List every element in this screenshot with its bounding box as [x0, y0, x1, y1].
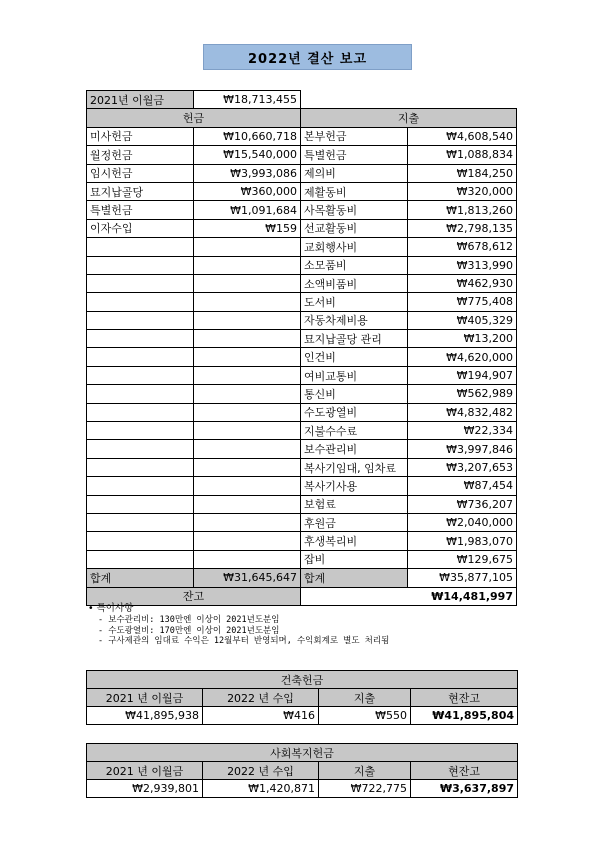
ledger-row — [87, 366, 517, 384]
ledger-row — [87, 440, 517, 458]
income-value — [194, 293, 301, 311]
income-label: 특별헌금 — [87, 201, 194, 219]
income-label — [87, 348, 194, 366]
expense-label: 자동차제비용 — [301, 311, 408, 329]
income-value: ₩360,000 — [194, 182, 301, 200]
income-value — [194, 532, 301, 550]
col-header: 지출 — [319, 762, 411, 780]
expense-label: 소모품비 — [301, 256, 408, 274]
expense-value: ₩1,088,834 — [408, 146, 517, 164]
income-value: ₩10,660,718 — [194, 127, 301, 145]
expense-value: ₩2,040,000 — [408, 513, 517, 531]
expense-value: ₩313,990 — [408, 256, 517, 274]
expense-label: 도서비 — [301, 293, 408, 311]
note-item: - 수도광열비: 170만엔 이상이 2021년도분임 — [98, 625, 280, 636]
carryover-row — [87, 91, 517, 109]
ledger-row — [87, 219, 517, 237]
expense-value: ₩184,250 — [408, 164, 517, 182]
balance-value: ₩14,481,997 — [301, 587, 517, 605]
expense-value: ₩562,989 — [408, 385, 517, 403]
expense-label: 묘지납골당 관리 — [301, 330, 408, 348]
expense-total-label: 합계 — [301, 569, 408, 587]
expense-label: 보수관리비 — [301, 440, 408, 458]
income-label — [87, 385, 194, 403]
expense-label: 복사기사용 — [301, 477, 408, 495]
expense-value: ₩87,454 — [408, 477, 517, 495]
income-label: 묘지납골당 — [87, 182, 194, 200]
ledger-row — [87, 182, 517, 200]
ledger-row — [87, 458, 517, 476]
value-cell: ₩416 — [203, 707, 319, 725]
ledger-row — [87, 293, 517, 311]
balance-label: 잔고 — [87, 587, 301, 605]
ledger-row — [87, 127, 517, 145]
expense-label: 잡비 — [301, 550, 408, 568]
notes-heading: • 특이사항 — [88, 603, 134, 614]
value-cell: ₩41,895,938 — [87, 707, 203, 725]
col-header: 현잔고 — [411, 762, 518, 780]
income-label: 월정헌금 — [87, 146, 194, 164]
income-value — [194, 403, 301, 421]
expense-label: 여비교통비 — [301, 366, 408, 384]
income-label — [87, 238, 194, 256]
building-fund-title: 건축헌금 — [87, 671, 518, 689]
col-header: 지출 — [319, 689, 411, 707]
income-value: ₩159 — [194, 219, 301, 237]
income-label: 미사헌금 — [87, 127, 194, 145]
income-value — [194, 366, 301, 384]
expense-label: 통신비 — [301, 385, 408, 403]
expense-value: ₩3,207,653 — [408, 458, 517, 476]
ledger-row — [87, 311, 517, 329]
welfare-fund-header-row — [87, 762, 518, 780]
expense-value: ₩4,832,482 — [408, 403, 517, 421]
income-value — [194, 311, 301, 329]
expense-value: ₩678,612 — [408, 238, 517, 256]
expense-total-value: ₩35,877,105 — [408, 569, 517, 587]
value-cell: ₩2,939,801 — [87, 780, 203, 798]
expense-value: ₩2,798,135 — [408, 219, 517, 237]
ledger-row — [87, 238, 517, 256]
income-label — [87, 330, 194, 348]
income-label — [87, 293, 194, 311]
value-cell: ₩550 — [319, 707, 411, 725]
expense-label: 지불수수료 — [301, 422, 408, 440]
income-value — [194, 550, 301, 568]
section-header-row — [87, 109, 517, 127]
expense-label: 선교활동비 — [301, 219, 408, 237]
expense-value: ₩320,000 — [408, 182, 517, 200]
income-value — [194, 256, 301, 274]
income-value — [194, 422, 301, 440]
ledger-row — [87, 348, 517, 366]
ledger-row — [87, 385, 517, 403]
income-label — [87, 403, 194, 421]
expense-value: ₩13,200 — [408, 330, 517, 348]
ledger-row — [87, 477, 517, 495]
income-value: ₩15,540,000 — [194, 146, 301, 164]
income-value — [194, 477, 301, 495]
expense-label: 인건비 — [301, 348, 408, 366]
expense-label: 본부헌금 — [301, 127, 408, 145]
building-fund-header-row — [87, 689, 518, 707]
ledger-row — [87, 422, 517, 440]
income-value — [194, 238, 301, 256]
income-value — [194, 348, 301, 366]
expense-label: 사목활동비 — [301, 201, 408, 219]
expense-value: ₩4,620,000 — [408, 348, 517, 366]
income-value — [194, 458, 301, 476]
income-label — [87, 274, 194, 292]
expense-label: 소액비품비 — [301, 274, 408, 292]
report-title: 2022년 결산 보고 — [203, 44, 412, 70]
value-cell: ₩722,775 — [319, 780, 411, 798]
income-label — [87, 532, 194, 550]
expense-value: ₩405,329 — [408, 311, 517, 329]
income-label — [87, 366, 194, 384]
income-label — [87, 477, 194, 495]
expense-value: ₩775,408 — [408, 293, 517, 311]
income-value — [194, 330, 301, 348]
income-label — [87, 256, 194, 274]
expense-label: 제의비 — [301, 164, 408, 182]
expense-value: ₩4,608,540 — [408, 127, 517, 145]
empty-cell — [301, 91, 517, 109]
expense-label: 후생복리비 — [301, 532, 408, 550]
income-label: 임시헌금 — [87, 164, 194, 182]
ledger-row — [87, 550, 517, 568]
col-header: 현잔고 — [411, 689, 518, 707]
expense-label: 제활동비 — [301, 182, 408, 200]
settlement-table — [86, 90, 517, 606]
ledger-row — [87, 164, 517, 182]
income-value — [194, 385, 301, 403]
ledger-row — [87, 256, 517, 274]
col-header: 2022 년 수입 — [203, 762, 319, 780]
expense-value: ₩194,907 — [408, 366, 517, 384]
expense-value: ₩736,207 — [408, 495, 517, 513]
income-total-label: 합계 — [87, 569, 194, 587]
income-value — [194, 274, 301, 292]
ledger-row — [87, 532, 517, 550]
income-label — [87, 458, 194, 476]
income-value — [194, 495, 301, 513]
expense-label: 특별헌금 — [301, 146, 408, 164]
income-value — [194, 513, 301, 531]
welfare-fund-table — [86, 743, 518, 798]
notes-block — [88, 604, 389, 647]
income-total-value: ₩31,645,647 — [194, 569, 301, 587]
value-cell: ₩3,637,897 — [411, 780, 518, 798]
col-header: 2021 년 이월금 — [87, 762, 203, 780]
ledger-row — [87, 201, 517, 219]
expense-value: ₩1,813,260 — [408, 201, 517, 219]
ledger-row — [87, 495, 517, 513]
balance-row — [87, 587, 517, 605]
building-fund-table — [86, 670, 518, 725]
income-label — [87, 422, 194, 440]
expense-header: 지출 — [301, 109, 517, 127]
building-fund-value-row — [87, 707, 518, 725]
income-label — [87, 311, 194, 329]
expense-label: 복사기임대, 임차료 — [301, 458, 408, 476]
income-label — [87, 440, 194, 458]
income-value: ₩3,993,086 — [194, 164, 301, 182]
carryover-value: ₩18,713,455 — [194, 91, 301, 109]
income-label — [87, 550, 194, 568]
income-label — [87, 513, 194, 531]
ledger-row — [87, 513, 517, 531]
value-cell: ₩41,895,804 — [411, 707, 518, 725]
expense-value: ₩462,930 — [408, 274, 517, 292]
income-value — [194, 440, 301, 458]
value-cell: ₩1,420,871 — [203, 780, 319, 798]
carryover-label: 2021년 이월금 — [87, 91, 194, 109]
expense-label: 교회행사비 — [301, 238, 408, 256]
income-header: 헌금 — [87, 109, 301, 127]
expense-label: 수도광열비 — [301, 403, 408, 421]
ledger-row — [87, 274, 517, 292]
income-value: ₩1,091,684 — [194, 201, 301, 219]
expense-value: ₩1,983,070 — [408, 532, 517, 550]
note-item: - 보수관리비: 130만엔 이상이 2021년도분임 — [98, 614, 280, 625]
expense-value: ₩22,334 — [408, 422, 517, 440]
total-row — [87, 569, 517, 587]
expense-value: ₩3,997,846 — [408, 440, 517, 458]
col-header: 2021 년 이월금 — [87, 689, 203, 707]
expense-label: 보험료 — [301, 495, 408, 513]
col-header: 2022 년 수입 — [203, 689, 319, 707]
note-item: - 구사제관의 임대료 수익은 12월부터 반영되며, 수익회계로 별도 처리됨 — [98, 636, 390, 647]
income-label: 이자수입 — [87, 219, 194, 237]
welfare-fund-value-row — [87, 780, 518, 798]
welfare-fund-title: 사회복지헌금 — [87, 744, 518, 762]
expense-label: 후원금 — [301, 513, 408, 531]
ledger-row — [87, 330, 517, 348]
ledger-row — [87, 146, 517, 164]
ledger-row — [87, 403, 517, 421]
income-label — [87, 495, 194, 513]
expense-value: ₩129,675 — [408, 550, 517, 568]
